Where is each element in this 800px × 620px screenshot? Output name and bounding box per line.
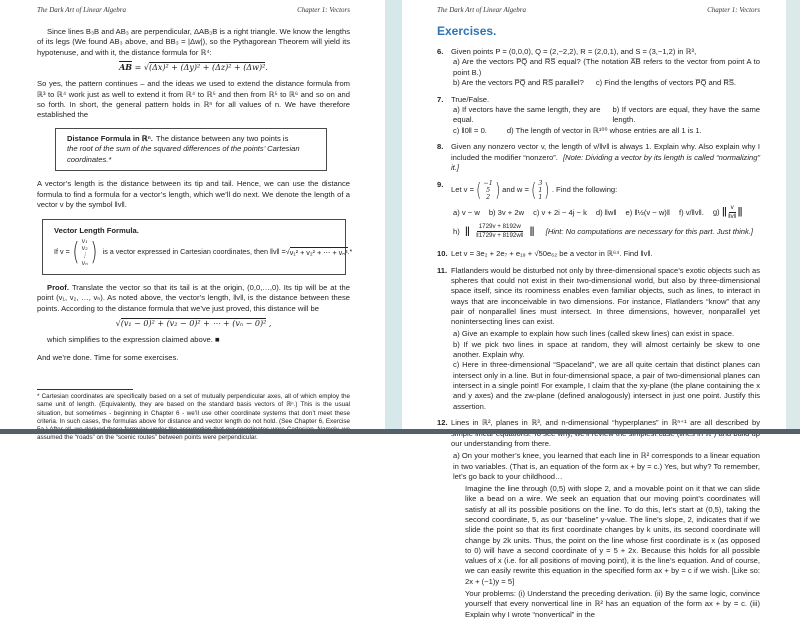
exercises-heading: Exercises. <box>437 24 497 38</box>
exercise-number: 9. <box>437 179 444 189</box>
segment-ab: $\overline{AB}$ <box>119 62 133 73</box>
exercise-8 <box>437 142 760 173</box>
page-gap <box>385 0 402 429</box>
exercise-12 <box>437 418 760 620</box>
ex12-a-derivation: Imagine the line through (0,5) with slope 2, and a movable point on it that we can slide like a bead on a wire. We seek an equation that our moving point’s coordinates will satisfy at all its possible positions on the line. To do this, let’s start at (0,5), taking the second coordinate, 5, as our “baseline” y-value. The line’s slope, 2, indicates that if we slide the point so that its first coordinate changes by k units, its second coordinate will change by 2k units. Thus, the point on the line whose first coordinate is x (as opposed to 0) will have a second coordinate of y = 5 + 2x. Because this holds for all possible values of x (i.e. for all positions of moving point), it is the line’s equation. And of course, we can easily rewrite this equation in the specified form ax + by = c if we wish. [Like so: 2x + (−1)y = 5] <box>465 484 760 586</box>
ex7-c: c) ‖0‖ = 0. <box>453 125 487 135</box>
ex7-b: b) If vectors are equal, they have the same length. <box>612 104 760 125</box>
exercise-number: 8. <box>437 142 444 152</box>
footnote <box>37 389 350 443</box>
exercise-number: 10. <box>437 248 448 258</box>
exercise-number: 11. <box>437 265 448 275</box>
ex11-c: c) Here in three-dimensional “Spaceland”, we are all quite certain that distinct planes can intersect only in a line. But in four-dimensional space, a pair of two-dimensional planes can intersect in a single point! For example, I claim that the xy-plane (the plane containing the x and y axes) and the zw-plane (defined analogously) intersect in just one point. Justify this assertion. <box>453 360 760 411</box>
exercise-number: 7. <box>437 94 444 104</box>
column-vector-w: ( 3 1 1 ) <box>530 180 551 202</box>
radical-icon: √ <box>115 319 121 329</box>
footnote-text: * Cartesian coordinates are specifically based on a set of mutually perpendicular axes, all of which employ the same unit of length. (Equivalently, they are based on the standard basis vectors of ℝⁿ.) This is the usual situation, but sometimes - beginning in Chapter 6 - we’ll use other coordinate systems that don’t meet these criteria. In such cases, the formulas above for distance and vector length do not hold. (See Chapter 6, Exercise assumed the “roads” on the “scenic routes” between points were perpendicular. <box>37 393 350 442</box>
ex12-a: a) On your mother’s knee, you learned that each line in ℝ² corresponds to a linear equation in two variables. (That is, an equation of the form ax + by = c.) Yes, but why? To remember, let’s go back to your childhood… <box>453 451 760 481</box>
ex9-f: f) v/‖v‖. <box>678 207 704 217</box>
box-title: Distance Formula in ℝⁿ. <box>67 133 153 143</box>
exercise-6 <box>437 47 760 88</box>
box-title: Vector Length Formula. <box>54 225 139 235</box>
ex8-body: Given any nonzero vector v, the length of v/‖v‖ is always 1. Explain why. Also explain why I included the modifier “nonzero”. <box>451 142 760 162</box>
ex8-note: [Note: Dividing a vector by its length is called “normalizing” it.] <box>451 152 760 172</box>
exercise-number: 12. <box>437 418 448 428</box>
ex11-a: a) Give an example to explain how such lines (called skew lines) can exist in space. <box>453 329 735 339</box>
ex6-c: c) Find the lengths of vectors P̅Q̅ and R̅S̅. <box>595 77 736 87</box>
ex6-bc <box>453 78 760 88</box>
vector-length-box <box>42 219 353 275</box>
paragraph-pythagorean: Since lines B₃B and AB₃ are perpendicular, ΔAB₃B is a right triangle. We know the lengths of its legs (We found AB₃ above, and BB₃ = |Δw|), so the Pythagorean Theorem will yield its hypotenuse, and with it, the distance formula for ℝ⁴: <box>37 27 350 57</box>
proof-formula: √(v₁ − 0)² + (v₂ − 0)² + ⋯ + (vₙ − 0)² , <box>115 319 272 329</box>
chapter-title: Chapter 1: Vectors <box>707 6 760 14</box>
paragraph-simplifies: which simplifies to the expression claimed above. ■ <box>47 335 220 345</box>
desk-background <box>786 0 800 434</box>
running-header <box>37 6 350 14</box>
vector-length-formula-line: If v = ( v₁ v₂ ⋮ vₙ ) is a vector expressed in Cartesian coordinates, then ‖v‖ = √ v₁² + v₂² + ⋯ + vₙ² .* <box>54 238 334 267</box>
book-title: The Dark Art of Linear Algebra <box>37 6 126 14</box>
ex7-a: a) If vectors have the same length, they are equal. <box>453 104 601 125</box>
ex9-e: e) ‖½(v − w)‖ <box>625 207 670 217</box>
paragraph-vector-length: A vector’s length is the distance between its tip and tail. Hence, we can use the distance formula to find a formula for a vector’s length, which we’ll do next. We denote the length of a vector v by the symbol ‖v‖. <box>37 179 350 210</box>
ex9-items <box>453 204 760 221</box>
ex9-d: d) ‖w‖ <box>595 207 617 217</box>
ex7-d: d) The length of vector in ℝ¹⁰⁰ whose entries are all 1 is 1. <box>506 125 702 135</box>
exercise-11 <box>437 266 760 412</box>
fraction: $\frac{1729v + 8192w}{‖1729v + 8192w‖}$ <box>476 223 524 240</box>
ex9-intro: Let v = ( −1 5 2 ) and w = ( 3 1 1 ) . Find the following: <box>451 180 760 202</box>
ex9-hint: [Hint: No computations are necessary for this part. Just think.] <box>545 226 754 236</box>
ex6-a: a) Are the vectors P̅Q̅ and R̅S̅ equal? (The notation A̅B̅ refers to the vector from point A to point B.) <box>453 57 760 77</box>
proof-label: Proof. <box>47 282 69 292</box>
ex7-intro: True/False. <box>451 94 490 104</box>
proof-paragraph: Proof. Translate the vector so that its tail is at the origin, (0,0,…,0). Its tip will be at the point (v₁, v₂, …, vₙ). As noted above, the vector’s length, ‖v‖, is the distance between these points. According to the distance formula that we’ve just proved, this distance will be <box>37 282 350 313</box>
distance-formula-box: Distance Formula in ℝⁿ. The distance between any two points is the root of the sum of the squared differences of the points’ Cartesian coordinates.* <box>55 128 327 172</box>
running-header <box>437 6 760 14</box>
footnote-rule <box>37 389 133 390</box>
ex11-intro: Flatlanders would be disturbed not only by three-dimensional space’s exotic objects such as spheres that could not exist in their two-dimensional world, but also by three-dimensional space itself, since its roominess enables even familiar objects, such as lines, to interact in ways that are inconceivable in two dimensions. For instance, Flatlanders “know” that any pair of nonparallel lines must intersect. In three dimensions, however, nonparallel yet nonintersecting lines can exist. <box>451 265 760 327</box>
ex9-g: g) ‖ $\frac{v}{‖v‖}$ ‖ <box>712 204 743 221</box>
ex9-b: b) 3v + 2w <box>488 207 525 217</box>
ex9-h: h) ‖ $\frac{1729v + 8192w}{‖1729v + 8192w‖}$ ‖ [Hint: No computations are necessary for this part. Just think.] <box>453 223 754 240</box>
radical-icon: √ <box>143 63 149 73</box>
left-page <box>0 0 385 442</box>
bottom-bar <box>0 429 800 434</box>
ex6-b: b) Are the vectors P̅Q̅ and R̅S̅ parallel? <box>453 77 584 87</box>
ex6-intro: Given points P = (0,0,0), Q = (2,−2,2), R = (2,0,1), and S = (3,−1,2) in ℝ³, <box>451 47 697 56</box>
ex7-cd <box>453 126 760 136</box>
fraction: $\frac{v}{‖v‖}$ <box>728 204 737 221</box>
ex12-a-problems: Your problems: (i) Understand the preceding derivation. (ii) By the same logic, convince yourself that every nonvertical line in ℝ² has an equation of the form ax + by = c. (iii) Explain why I wrote “nonvertical” in the <box>465 589 760 619</box>
ex12-intro: Lines in ℝ², planes in ℝ³, and n-dimensional “hyperplanes” in ℝⁿ⁺¹ are all described by our understanding from there. <box>451 418 760 448</box>
radical-icon: √ <box>285 247 290 257</box>
ex10-body: Let v = 3e₂ + 2e₇ + e₁₉ + √50e₆₂ be a vector in ℝ⁶⁴. Find ‖v‖. <box>451 248 653 258</box>
distance-formula-r4: $\overline{AB} = √(\Delta x)^2 + (\Delta y)^2 + (\Delta z)^2 + (\Delta w)^2$. <box>119 62 268 73</box>
paragraph-done: And we’re done. Time for some exercises. <box>37 352 179 362</box>
ex11-b: b) If we pick two lines in space at random, they will almost certainly be skew to one another. Explain why. <box>453 339 760 360</box>
exercise-7 <box>437 95 760 136</box>
column-vector: ( v₁ v₂ ⋮ vₙ ) <box>71 238 99 267</box>
ex9-c: c) v + 2i − 4j − k <box>533 207 587 217</box>
exercise-9 <box>437 180 760 243</box>
paragraph-pattern: So yes, the pattern continues – and the ideas we used to extend the distance formula from ℝ³ to ℝ⁴ work just as well to extend it from ℝ⁴ to ℝ⁵ and then from ℝ⁵ to ℝ⁶ and so on and so forth. In short, the general pattern holds in ℝⁿ for all values of n. We have therefore established the <box>37 79 350 120</box>
ex9-a: a) v − w <box>453 207 480 217</box>
ex7-ab <box>453 105 760 126</box>
book-title: The Dark Art of Linear Algebra <box>437 6 526 14</box>
chapter-title: Chapter 1: Vectors <box>297 6 350 14</box>
exercise-10 <box>437 249 760 259</box>
column-vector-v: ( −1 5 2 ) <box>475 180 501 202</box>
exercise-number: 6. <box>437 47 444 56</box>
right-page <box>402 0 786 619</box>
